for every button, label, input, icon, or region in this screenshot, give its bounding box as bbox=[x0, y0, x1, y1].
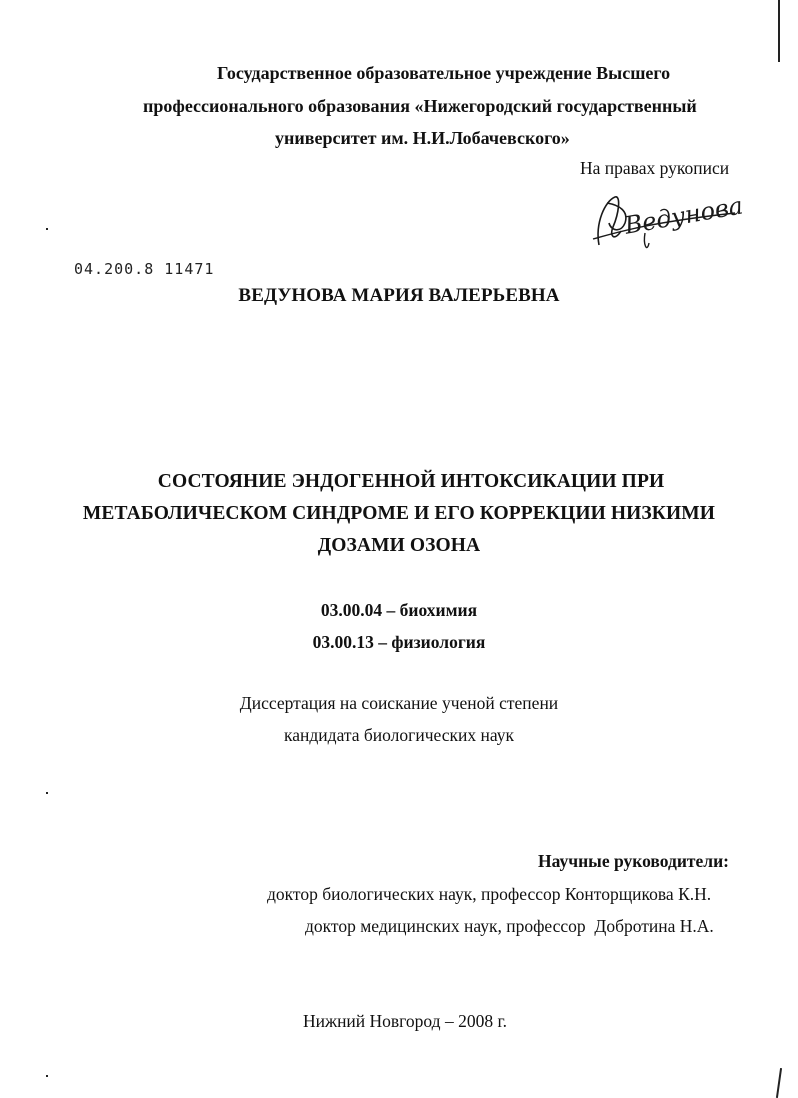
place-year: Нижний Новгород – 2008 г. bbox=[302, 1011, 508, 1031]
author-signature bbox=[585, 183, 745, 263]
scan-edge-mark-bottom bbox=[776, 1068, 782, 1098]
manuscript-note: На правах рукописи bbox=[580, 158, 730, 178]
institution-line-1: Государственное образовательное учреждение Высшего bbox=[217, 63, 671, 83]
library-stamp-number: 04.200.8 11471 bbox=[74, 260, 215, 278]
degree-line-2: кандидата биологических наук bbox=[284, 725, 514, 745]
specialty-biochemistry: 03.00.04 – биохимия bbox=[320, 600, 478, 620]
thesis-title-line-3: ДОЗАМИ ОЗОНА bbox=[317, 535, 481, 556]
supervisor-1: доктор биологических наук, профессор Конторщикова К.Н. bbox=[267, 884, 712, 904]
scan-dot bbox=[46, 792, 48, 794]
specialty-physiology: 03.00.13 – физиология bbox=[312, 632, 486, 652]
scan-dot bbox=[46, 1075, 48, 1077]
institution-line-3: университет им. Н.И.Лобачевского» bbox=[275, 128, 570, 148]
institution-line-2: профессионального образования «Нижегородский государственный bbox=[143, 96, 697, 116]
author-name: ВЕДУНОВА МАРИЯ ВАЛЕРЬЕВНА bbox=[238, 285, 560, 306]
scan-edge-mark-top bbox=[778, 0, 780, 62]
supervisor-2: доктор медицинских наук, профессор Добротина Н.А. bbox=[305, 916, 714, 936]
thesis-title-line-1: СОСТОЯНИЕ ЭНДОГЕННОЙ ИНТОКСИКАЦИИ ПРИ bbox=[157, 471, 665, 492]
scan-dot bbox=[46, 228, 48, 230]
signature-text: Ведунова bbox=[622, 191, 745, 240]
supervisors-heading: Научные руководители: bbox=[538, 851, 730, 871]
degree-line-1: Диссертация на соискание ученой степени bbox=[239, 693, 559, 713]
thesis-title-line-2: МЕТАБОЛИЧЕСКОМ СИНДРОМЕ И ЕГО КОРРЕКЦИИ НИЗКИМИ bbox=[82, 503, 716, 524]
